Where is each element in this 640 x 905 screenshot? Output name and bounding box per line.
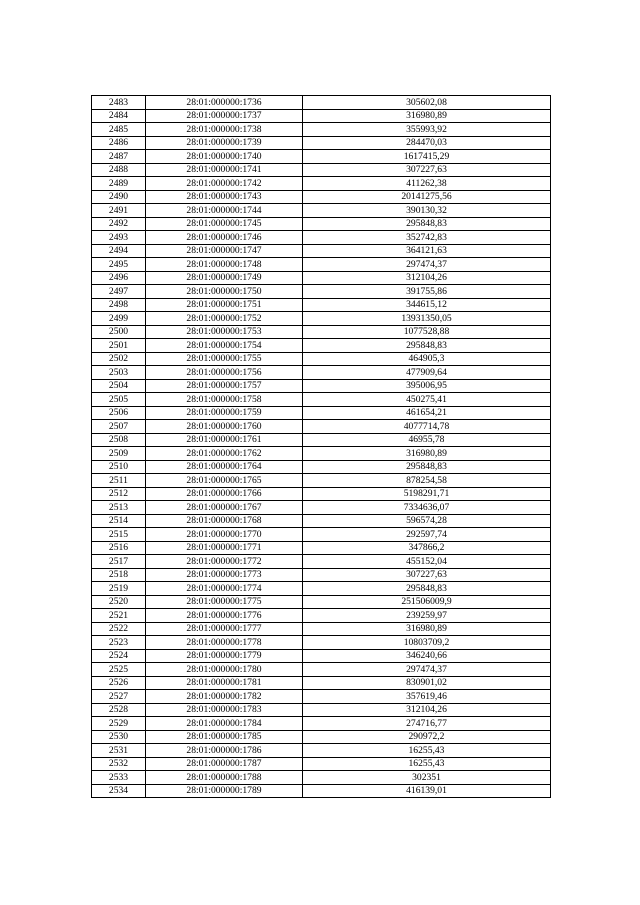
- row-number-cell: 2488: [92, 163, 146, 177]
- row-number-cell: 2485: [92, 123, 146, 137]
- cadastral-value-cell: 352742,83: [303, 231, 551, 245]
- row-number-cell: 2486: [92, 136, 146, 150]
- cadastral-number-cell: 28:01:000000:1756: [146, 366, 303, 380]
- table-row: [92, 568, 551, 582]
- row-number-cell: 2523: [92, 636, 146, 650]
- row-number-cell: 2515: [92, 528, 146, 542]
- table-row: [92, 649, 551, 663]
- cadastral-number-cell: 28:01:000000:1774: [146, 582, 303, 596]
- row-number-cell: 2509: [92, 447, 146, 461]
- table-row: [92, 244, 551, 258]
- cadastral-value-cell: 274716,77: [303, 717, 551, 731]
- cadastral-value-cell: 344615,12: [303, 298, 551, 312]
- row-number-cell: 2503: [92, 366, 146, 380]
- cadastral-value-cell: 290972,2: [303, 730, 551, 744]
- cadastral-value-cell: 830901,02: [303, 676, 551, 690]
- table-row: [92, 393, 551, 407]
- row-number-cell: 2525: [92, 663, 146, 677]
- cadastral-value-cell: 295848,83: [303, 460, 551, 474]
- row-number-cell: 2511: [92, 474, 146, 488]
- cadastral-number-cell: 28:01:000000:1786: [146, 744, 303, 758]
- cadastral-number-cell: 28:01:000000:1748: [146, 258, 303, 272]
- table-row: [92, 217, 551, 231]
- cadastral-value-cell: 455152,04: [303, 555, 551, 569]
- cadastral-number-cell: 28:01:000000:1754: [146, 339, 303, 353]
- table-row: [92, 703, 551, 717]
- table-row: [92, 177, 551, 191]
- table-row: [92, 514, 551, 528]
- table-row: [92, 609, 551, 623]
- cadastral-number-cell: 28:01:000000:1773: [146, 568, 303, 582]
- cadastral-number-cell: 28:01:000000:1788: [146, 771, 303, 785]
- table-row: [92, 136, 551, 150]
- cadastral-value-cell: 295848,83: [303, 339, 551, 353]
- row-number-cell: 2529: [92, 717, 146, 731]
- cadastral-value-cell: 284470,03: [303, 136, 551, 150]
- cadastral-number-cell: 28:01:000000:1765: [146, 474, 303, 488]
- table-row: [92, 555, 551, 569]
- table-row: [92, 784, 551, 798]
- row-number-cell: 2494: [92, 244, 146, 258]
- row-number-cell: 2483: [92, 96, 146, 110]
- table-row: [92, 447, 551, 461]
- cadastral-value-cell: 10803709,2: [303, 636, 551, 650]
- cadastral-number-cell: 28:01:000000:1751: [146, 298, 303, 312]
- row-number-cell: 2498: [92, 298, 146, 312]
- row-number-cell: 2518: [92, 568, 146, 582]
- cadastral-value-cell: 251506009,9: [303, 595, 551, 609]
- row-number-cell: 2516: [92, 541, 146, 555]
- table-row: [92, 96, 551, 110]
- cadastral-value-cell: 411262,38: [303, 177, 551, 191]
- cadastral-number-cell: 28:01:000000:1783: [146, 703, 303, 717]
- table-row: [92, 501, 551, 515]
- cadastral-number-cell: 28:01:000000:1753: [146, 325, 303, 339]
- cadastral-number-cell: 28:01:000000:1736: [146, 96, 303, 110]
- cadastral-number-cell: 28:01:000000:1743: [146, 190, 303, 204]
- table-row: [92, 325, 551, 339]
- row-number-cell: 2506: [92, 406, 146, 420]
- cadastral-value-cell: 346240,66: [303, 649, 551, 663]
- row-number-cell: 2508: [92, 433, 146, 447]
- table-row: [92, 123, 551, 137]
- cadastral-value-table: [91, 95, 551, 798]
- cadastral-number-cell: 28:01:000000:1779: [146, 649, 303, 663]
- row-number-cell: 2524: [92, 649, 146, 663]
- cadastral-value-cell: 464905,3: [303, 352, 551, 366]
- cadastral-value-cell: 7334636,07: [303, 501, 551, 515]
- cadastral-number-cell: 28:01:000000:1749: [146, 271, 303, 285]
- cadastral-number-cell: 28:01:000000:1744: [146, 204, 303, 218]
- row-number-cell: 2495: [92, 258, 146, 272]
- table-row: [92, 487, 551, 501]
- row-number-cell: 2527: [92, 690, 146, 704]
- cadastral-number-cell: 28:01:000000:1752: [146, 312, 303, 326]
- cadastral-value-cell: 357619,46: [303, 690, 551, 704]
- cadastral-value-cell: 297474,37: [303, 258, 551, 272]
- cadastral-number-cell: 28:01:000000:1747: [146, 244, 303, 258]
- table-row: [92, 460, 551, 474]
- cadastral-value-cell: 1617415,29: [303, 150, 551, 164]
- table-row: [92, 258, 551, 272]
- row-number-cell: 2521: [92, 609, 146, 623]
- table-row: [92, 298, 551, 312]
- cadastral-value-cell: 878254,58: [303, 474, 551, 488]
- cadastral-number-cell: 28:01:000000:1776: [146, 609, 303, 623]
- cadastral-value-cell: 307227,63: [303, 568, 551, 582]
- cadastral-number-cell: 28:01:000000:1789: [146, 784, 303, 798]
- cadastral-number-cell: 28:01:000000:1775: [146, 595, 303, 609]
- cadastral-value-cell: 292597,74: [303, 528, 551, 542]
- cadastral-number-cell: 28:01:000000:1737: [146, 109, 303, 123]
- table-row: [92, 271, 551, 285]
- row-number-cell: 2484: [92, 109, 146, 123]
- row-number-cell: 2504: [92, 379, 146, 393]
- row-number-cell: 2505: [92, 393, 146, 407]
- table-row: [92, 366, 551, 380]
- table-row: [92, 676, 551, 690]
- row-number-cell: 2489: [92, 177, 146, 191]
- table-row: [92, 730, 551, 744]
- cadastral-number-cell: 28:01:000000:1787: [146, 757, 303, 771]
- table-row: [92, 528, 551, 542]
- row-number-cell: 2491: [92, 204, 146, 218]
- cadastral-value-cell: 395006,95: [303, 379, 551, 393]
- table-row: [92, 231, 551, 245]
- row-number-cell: 2526: [92, 676, 146, 690]
- cadastral-number-cell: 28:01:000000:1781: [146, 676, 303, 690]
- cadastral-value-cell: 307227,63: [303, 163, 551, 177]
- table-row: [92, 406, 551, 420]
- cadastral-number-cell: 28:01:000000:1766: [146, 487, 303, 501]
- cadastral-value-cell: 450275,41: [303, 393, 551, 407]
- table-row: [92, 541, 551, 555]
- cadastral-value-cell: 302351: [303, 771, 551, 785]
- cadastral-value-cell: 295848,83: [303, 217, 551, 231]
- row-number-cell: 2528: [92, 703, 146, 717]
- table-row: [92, 109, 551, 123]
- table-row: [92, 433, 551, 447]
- cadastral-value-cell: 391755,86: [303, 285, 551, 299]
- cadastral-number-cell: 28:01:000000:1739: [146, 136, 303, 150]
- cadastral-number-cell: 28:01:000000:1780: [146, 663, 303, 677]
- cadastral-value-cell: 4077714,78: [303, 420, 551, 434]
- table-row: [92, 717, 551, 731]
- cadastral-number-cell: 28:01:000000:1742: [146, 177, 303, 191]
- row-number-cell: 2501: [92, 339, 146, 353]
- cadastral-number-cell: 28:01:000000:1782: [146, 690, 303, 704]
- table-row: [92, 285, 551, 299]
- cadastral-value-cell: 461654,21: [303, 406, 551, 420]
- row-number-cell: 2510: [92, 460, 146, 474]
- table-row: [92, 339, 551, 353]
- row-number-cell: 2533: [92, 771, 146, 785]
- cadastral-value-cell: 16255,43: [303, 744, 551, 758]
- cadastral-value-cell: 347866,2: [303, 541, 551, 555]
- table-row: [92, 636, 551, 650]
- table-row: [92, 420, 551, 434]
- cadastral-number-cell: 28:01:000000:1778: [146, 636, 303, 650]
- cadastral-value-cell: 297474,37: [303, 663, 551, 677]
- cadastral-value-cell: 16255,43: [303, 757, 551, 771]
- cadastral-number-cell: 28:01:000000:1772: [146, 555, 303, 569]
- cadastral-value-cell: 316980,89: [303, 109, 551, 123]
- table-row: [92, 690, 551, 704]
- table-row: [92, 190, 551, 204]
- cadastral-number-cell: 28:01:000000:1770: [146, 528, 303, 542]
- row-number-cell: 2514: [92, 514, 146, 528]
- table-row: [92, 352, 551, 366]
- cadastral-number-cell: 28:01:000000:1758: [146, 393, 303, 407]
- row-number-cell: 2517: [92, 555, 146, 569]
- cadastral-number-cell: 28:01:000000:1760: [146, 420, 303, 434]
- table-row: [92, 663, 551, 677]
- cadastral-number-cell: 28:01:000000:1784: [146, 717, 303, 731]
- row-number-cell: 2497: [92, 285, 146, 299]
- cadastral-value-cell: 20141275,56: [303, 190, 551, 204]
- cadastral-value-cell: 316980,89: [303, 447, 551, 461]
- cadastral-number-cell: 28:01:000000:1755: [146, 352, 303, 366]
- row-number-cell: 2519: [92, 582, 146, 596]
- row-number-cell: 2492: [92, 217, 146, 231]
- cadastral-number-cell: 28:01:000000:1750: [146, 285, 303, 299]
- cadastral-value-cell: 364121,63: [303, 244, 551, 258]
- row-number-cell: 2513: [92, 501, 146, 515]
- row-number-cell: 2500: [92, 325, 146, 339]
- cadastral-number-cell: 28:01:000000:1764: [146, 460, 303, 474]
- table-row: [92, 474, 551, 488]
- table-body: [92, 96, 551, 798]
- cadastral-value-cell: 305602,08: [303, 96, 551, 110]
- cadastral-number-cell: 28:01:000000:1746: [146, 231, 303, 245]
- row-number-cell: 2522: [92, 622, 146, 636]
- cadastral-value-cell: 316980,89: [303, 622, 551, 636]
- row-number-cell: 2530: [92, 730, 146, 744]
- row-number-cell: 2507: [92, 420, 146, 434]
- cadastral-number-cell: 28:01:000000:1767: [146, 501, 303, 515]
- cadastral-number-cell: 28:01:000000:1757: [146, 379, 303, 393]
- row-number-cell: 2502: [92, 352, 146, 366]
- cadastral-value-cell: 13931350,05: [303, 312, 551, 326]
- cadastral-value-cell: 596574,28: [303, 514, 551, 528]
- table-row: [92, 757, 551, 771]
- cadastral-number-cell: 28:01:000000:1777: [146, 622, 303, 636]
- table-row: [92, 595, 551, 609]
- row-number-cell: 2532: [92, 757, 146, 771]
- cadastral-number-cell: 28:01:000000:1759: [146, 406, 303, 420]
- row-number-cell: 2512: [92, 487, 146, 501]
- cadastral-value-cell: 239259,97: [303, 609, 551, 623]
- cadastral-value-cell: 46955,78: [303, 433, 551, 447]
- table-row: [92, 163, 551, 177]
- cadastral-number-cell: 28:01:000000:1738: [146, 123, 303, 137]
- cadastral-number-cell: 28:01:000000:1762: [146, 447, 303, 461]
- table-row: [92, 312, 551, 326]
- cadastral-number-cell: 28:01:000000:1761: [146, 433, 303, 447]
- cadastral-number-cell: 28:01:000000:1785: [146, 730, 303, 744]
- cadastral-value-cell: 5198291,71: [303, 487, 551, 501]
- row-number-cell: 2499: [92, 312, 146, 326]
- table-row: [92, 771, 551, 785]
- row-number-cell: 2496: [92, 271, 146, 285]
- row-number-cell: 2531: [92, 744, 146, 758]
- table-row: [92, 150, 551, 164]
- cadastral-number-cell: 28:01:000000:1740: [146, 150, 303, 164]
- cadastral-value-cell: 312104,26: [303, 271, 551, 285]
- cadastral-value-cell: 416139,01: [303, 784, 551, 798]
- cadastral-number-cell: 28:01:000000:1771: [146, 541, 303, 555]
- row-number-cell: 2487: [92, 150, 146, 164]
- row-number-cell: 2493: [92, 231, 146, 245]
- table-row: [92, 744, 551, 758]
- cadastral-number-cell: 28:01:000000:1768: [146, 514, 303, 528]
- table-row: [92, 622, 551, 636]
- cadastral-value-cell: 1077528,88: [303, 325, 551, 339]
- table-row: [92, 379, 551, 393]
- row-number-cell: 2534: [92, 784, 146, 798]
- cadastral-number-cell: 28:01:000000:1745: [146, 217, 303, 231]
- cadastral-value-cell: 312104,26: [303, 703, 551, 717]
- row-number-cell: 2520: [92, 595, 146, 609]
- table-row: [92, 582, 551, 596]
- cadastral-number-cell: 28:01:000000:1741: [146, 163, 303, 177]
- cadastral-value-cell: 355993,92: [303, 123, 551, 137]
- cadastral-value-cell: 477909,64: [303, 366, 551, 380]
- cadastral-value-cell: 295848,83: [303, 582, 551, 596]
- table-row: [92, 204, 551, 218]
- cadastral-value-cell: 390130,32: [303, 204, 551, 218]
- row-number-cell: 2490: [92, 190, 146, 204]
